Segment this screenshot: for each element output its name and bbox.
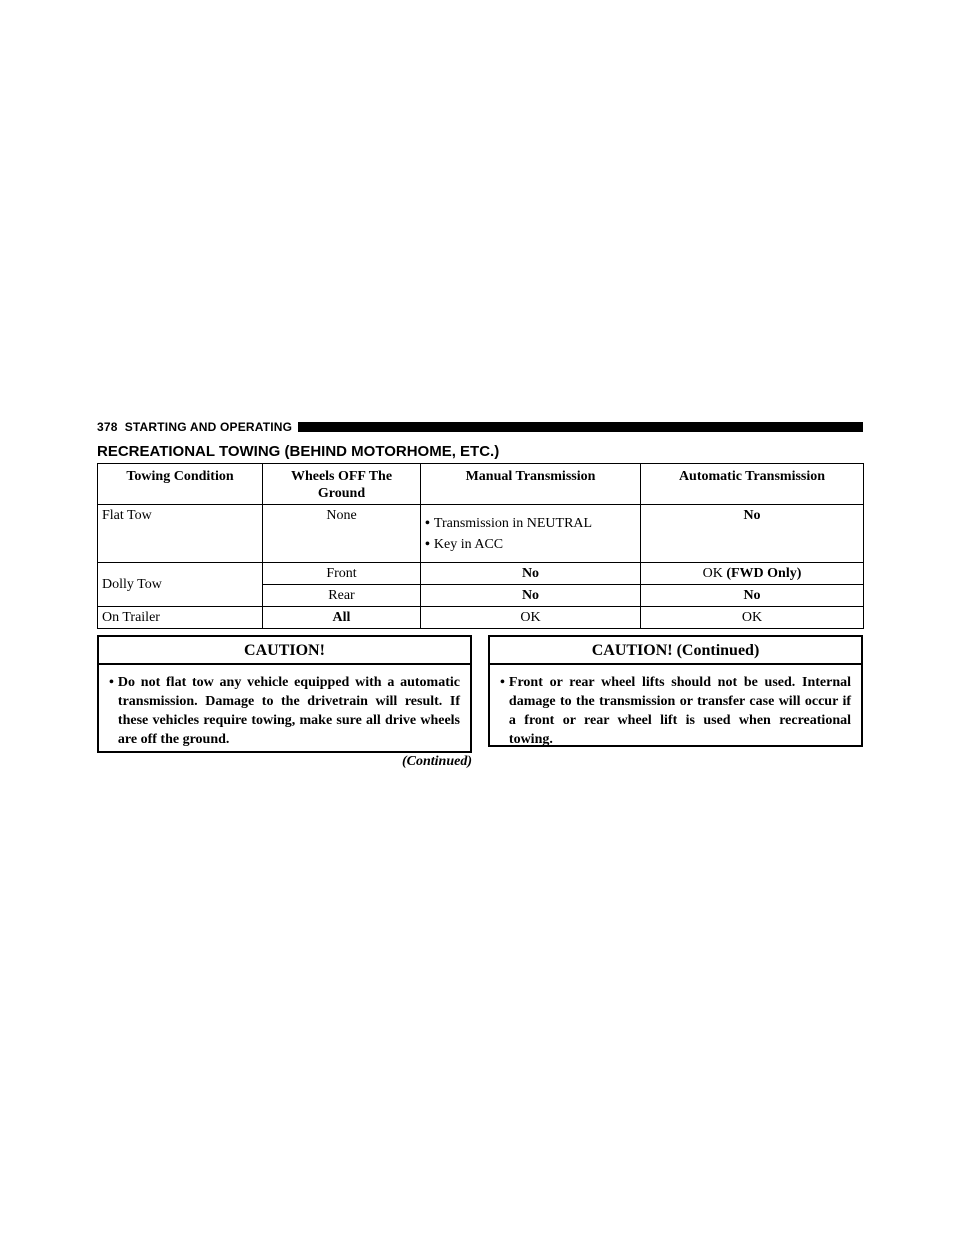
section-name: STARTING AND OPERATING — [124, 420, 293, 434]
cell-on-trailer: On Trailer — [98, 607, 263, 629]
cell-dolly-rear-automatic: No — [641, 585, 864, 607]
caution-title: CAUTION! (Continued) — [490, 637, 861, 665]
bullet-glyph: • — [109, 675, 114, 690]
cell-on-trailer-wheels: All — [263, 607, 421, 629]
cell-flat-tow-automatic: No — [641, 505, 864, 563]
page-header — [97, 419, 863, 435]
cell-dolly-rear-wheels: Rear — [263, 585, 421, 607]
towing-table — [97, 463, 864, 629]
cell-flat-tow-wheels: None — [263, 505, 421, 563]
caution-body — [99, 665, 470, 755]
table-row — [98, 607, 864, 629]
header-rule — [298, 422, 863, 432]
header-wheels-off: Wheels OFF The Ground — [263, 464, 421, 505]
bullet-glyph: • — [425, 537, 430, 552]
manual-list — [425, 507, 636, 553]
caution-text: Do not flat tow any vehicle equipped with a automatic transmission. Damage to the drivetrain will result. If these vehicles require towing, make sure all drive wheels are off the ground. — [117, 675, 460, 747]
table-row — [98, 563, 864, 585]
caution-item — [500, 673, 851, 749]
header-automatic-transmission: Automatic Transmission — [641, 464, 864, 505]
cell-dolly-front-wheels: Front — [263, 563, 421, 585]
cell-flat-tow-manual — [421, 505, 641, 563]
header-towing-condition: Towing Condition — [98, 464, 263, 505]
bullet-glyph: • — [500, 675, 505, 690]
header-manual-transmission: Manual Transmission — [421, 464, 641, 505]
list-item — [425, 532, 636, 553]
cell-flat-tow: Flat Tow — [98, 505, 263, 563]
bullet-glyph: • — [425, 516, 430, 531]
continued-label: (Continued) — [401, 754, 472, 769]
list-item — [425, 507, 636, 532]
list-item-text: Key in ACC — [433, 537, 504, 552]
caution-box-left — [97, 635, 472, 753]
cell-dolly-front-manual: No — [421, 563, 641, 585]
caution-text: Front or rear wheel lifts should not be used. Internal damage to the transmission or transfer case will occur if a front or rear wheel lift is used when recreational towing. — [508, 675, 851, 747]
cell-on-trailer-automatic: OK — [641, 607, 864, 629]
caution-box-right — [488, 635, 863, 747]
cell-dolly-tow: Dolly Tow — [98, 563, 263, 607]
caution-item — [109, 673, 460, 749]
cell-dolly-rear-manual: No — [421, 585, 641, 607]
caution-body — [490, 665, 861, 755]
caution-title: CAUTION! — [99, 637, 470, 665]
cell-dolly-front-automatic — [641, 563, 864, 585]
page-number: 378 — [97, 420, 118, 434]
ok-text: OK — [702, 566, 723, 581]
fwd-only-note: (FWD Only) — [726, 566, 802, 581]
table-row — [98, 505, 864, 563]
table-header-row — [98, 464, 864, 505]
cell-on-trailer-manual: OK — [421, 607, 641, 629]
list-item-text: Transmission in NEUTRAL — [433, 516, 593, 531]
section-title: RECREATIONAL TOWING (BEHIND MOTORHOME, ETC.) — [97, 443, 500, 460]
page-header-text — [97, 420, 298, 434]
